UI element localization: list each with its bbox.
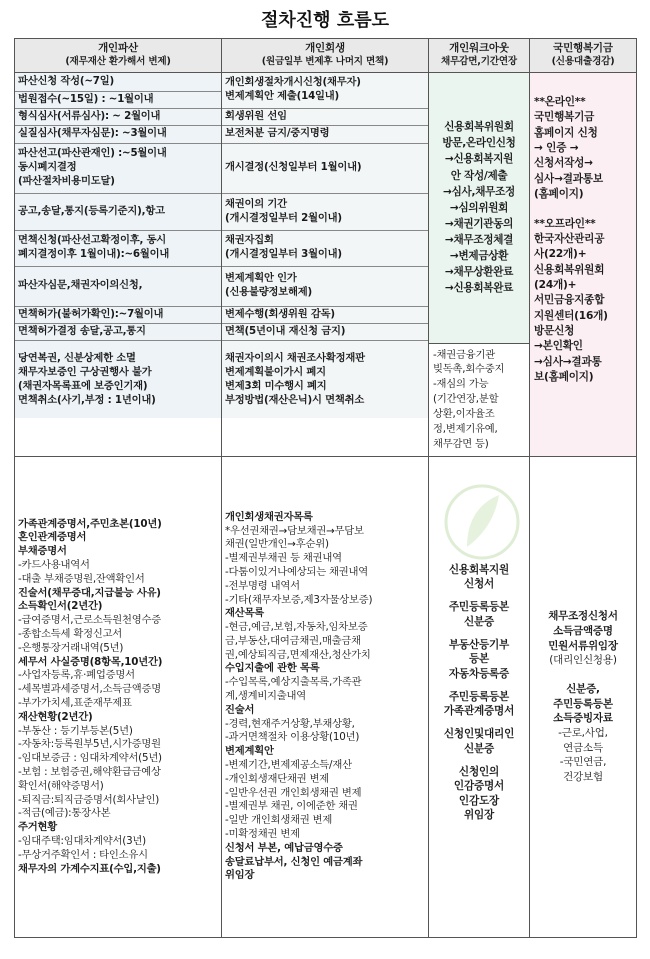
header-rehabilitation: 개인회생 (원금일부 변제후 나머지 면책) (222, 39, 429, 73)
procedure-flow-table (14, 38, 637, 938)
bankruptcy-step: 파산자심문,채권자이의신청, (15, 266, 221, 306)
rehab-step: 채권자이의시 채권조사확정재판 변제계획불이가시 폐지 변제3회 미수행시 폐지 부정방법(재산은닉)시 면책취소 (222, 340, 428, 418)
rehab-step: 채권자집회 (개시결정일부터 3월이내) (222, 230, 428, 266)
rehab-step: 채권이의 기간 (개시결정일부터 2월이내) (222, 193, 428, 230)
bankruptcy-documents: 가족관계증명서,주민초본(10년) 혼인관계증명서 부채증명서 -카드사용내역서 -대출 부채증명원,잔액확인서 진술서(채무증대,지급불능 사유) 소득확인서(2년간) -급여증명서,근로소득원천영수증 -종합소득세 확정신고서 -은행통장거래내역(5년) 세무서 사실증명(8항목,10년간) -사업자등록,휴·폐업증명서 -세목별과세증명서,소득금액증명 -부가가치세,표준재무제표 재산현황(2년간) -부동산 : 등기부등본(5년) -자동차:등록원부5년,시가증명원 -임대보증금 : 임대차계약서(5년) -보험 : 보험증권,해약환급금예상 확인서(해약증명서) -퇴직금:퇴직금증명서(회사날인) -적금(예금):통장사본 주거현황 -임대주택:임대차계약서(3년) -무상거주확인서 : 타인소유시 채무자의 가계수지표(수입,지출) (15, 456, 222, 937)
bankruptcy-step: 면책신청(파산선고확정이후, 동시 폐지결정이후 1월이내):~6월이내 (15, 230, 221, 266)
bankruptcy-step: 파산선고(파산관재인) :~5월이내 동시폐지결정 (파산절차비용미도달) (15, 143, 221, 193)
workout-notes: -채권금융기관 빚독촉,회수중지 -재심의 가능 (기간연장,분할 상환,이자율조 정,변제기유예, 채무감면 등) (429, 343, 529, 456)
rehab-step: 변제계획안 인가 (신용불량정보해제) (222, 266, 428, 306)
rehabilitation-steps-cell (222, 73, 429, 457)
page-title: 절차진행 흐름도 (261, 10, 389, 31)
bankruptcy-step: 파산신청 작성(~7일) (15, 73, 221, 91)
bankruptcy-step: 당연복권, 신분상제한 소멸 채무자보증인 구상권행사 불가 (채권자목록표에 보증인기재) 면책취소(사기,부정 : 1년이내) (15, 340, 221, 418)
bankruptcy-step: 면책허가(불허가확인):~7월이내 (15, 306, 221, 323)
workout-process: 신용회복위원회 방문,온라인신청 →신용회복지원 안 작성/제출 →심사,채무조정 →심의위원회 →채권기관동의 →채무조정체결 →변제금상환 →채무상환완료 →신용회복완료 (429, 73, 529, 343)
bankruptcy-step: 공고,송달,통지(등록기준지),항고 (15, 193, 221, 230)
bankruptcy-step: 법원접수(~15일) : ~1월이내 (15, 91, 221, 108)
workout-documents: 신용회복지원 신청서 주민등록등본 신분증 부동산등기부 등본 자동차등록증 주민등록등본 가족관계증명서 신청인및대리인 신분증 신청인의 인감증명서 인감도장 위임장 (429, 456, 530, 937)
rehab-step: 변제수행(회생위원 감독) (222, 306, 428, 323)
bankruptcy-steps-cell (15, 73, 222, 457)
header-bankruptcy: 개인파산 (재무재산 환가해서 변제) (15, 39, 222, 73)
bankruptcy-step: 실질심사(채무자심문): ~3월이내 (15, 125, 221, 143)
rehab-step: 면책(5년이내 재신청 금지) (222, 323, 428, 340)
rehab-step: 회생위원 선임 (222, 108, 428, 125)
rehab-step: 보전처분 금지/중지명령 (222, 125, 428, 143)
happiness-fund-documents: 채무조정신청서 소득금액증명 민원서류위임장 (대리인신청용) 신분증, 주민등록등본 소득증빙자료 -근로,사업, 연금소득 -국민연금, 건강보험 (530, 456, 637, 937)
bankruptcy-step: 면책허가결정 송달,공고,통지 (15, 323, 221, 340)
rehab-step: 개시결정(신청일부터 1월이내) (222, 143, 428, 193)
header-workout: 개인워크아웃 채무감면,기간연장 (429, 39, 530, 73)
rehabilitation-documents: 개인회생채권자목록 *우선권채권→담보채권→무담보 채권(일반개인→후순위) -별제권부채권 등 채권내역 -다툼이있거나예상되는 채권내역 -전부명령 내역서 -기타(채무자보증,제3자물상보증) 재산목록 -현금,예금,보험,자동차,임차보증 금,부동산,대여금채권,매출금채 권,예상퇴직금,면제재산,청산가치 수입지출에 관한 목록 -수입목록,예상지출목록,가족관 계,생계비지출내역 진술서 -경력,현재주거상황,부채상황, -과거면책절차 이용상황(10년) 변제계획안 -변제기간,변제제공소득/재산 -개인회생재단채권 변제 -일반우선권 개인회생채권 변제 -별제권부 채권, 이에준한 채권 -일반 개인회생채권 변제 -미확정채권 변제 신청서 부본, 예납금영수증 송달료납부서, 신청인 예금계좌 위임장 (222, 456, 429, 937)
happiness-fund-process: **온라인** 국민행복기금 홈페이지 신청 → 인증 → 신청서작성→ 심사→결과통보 (홈페이지) **오프라인** 한국자산관리공 사(22개)+ 신용회복위원회 (24개)+ 서민금융지종합 지원센터(16개) 방문신청 →본인확인 →심사→결과통 보(홈페이지) (530, 73, 637, 457)
bankruptcy-step: 형식심사(서류심사): ~ 2월이내 (15, 108, 221, 125)
rehab-step: 개인회생절차개시신청(채무자) 변제계획안 제출(14일내) (222, 73, 428, 108)
header-happiness-fund: 국민행복기금 (신용대출경감) (530, 39, 637, 73)
workout-steps-cell (429, 73, 530, 457)
law-logo-watermark (437, 477, 527, 567)
